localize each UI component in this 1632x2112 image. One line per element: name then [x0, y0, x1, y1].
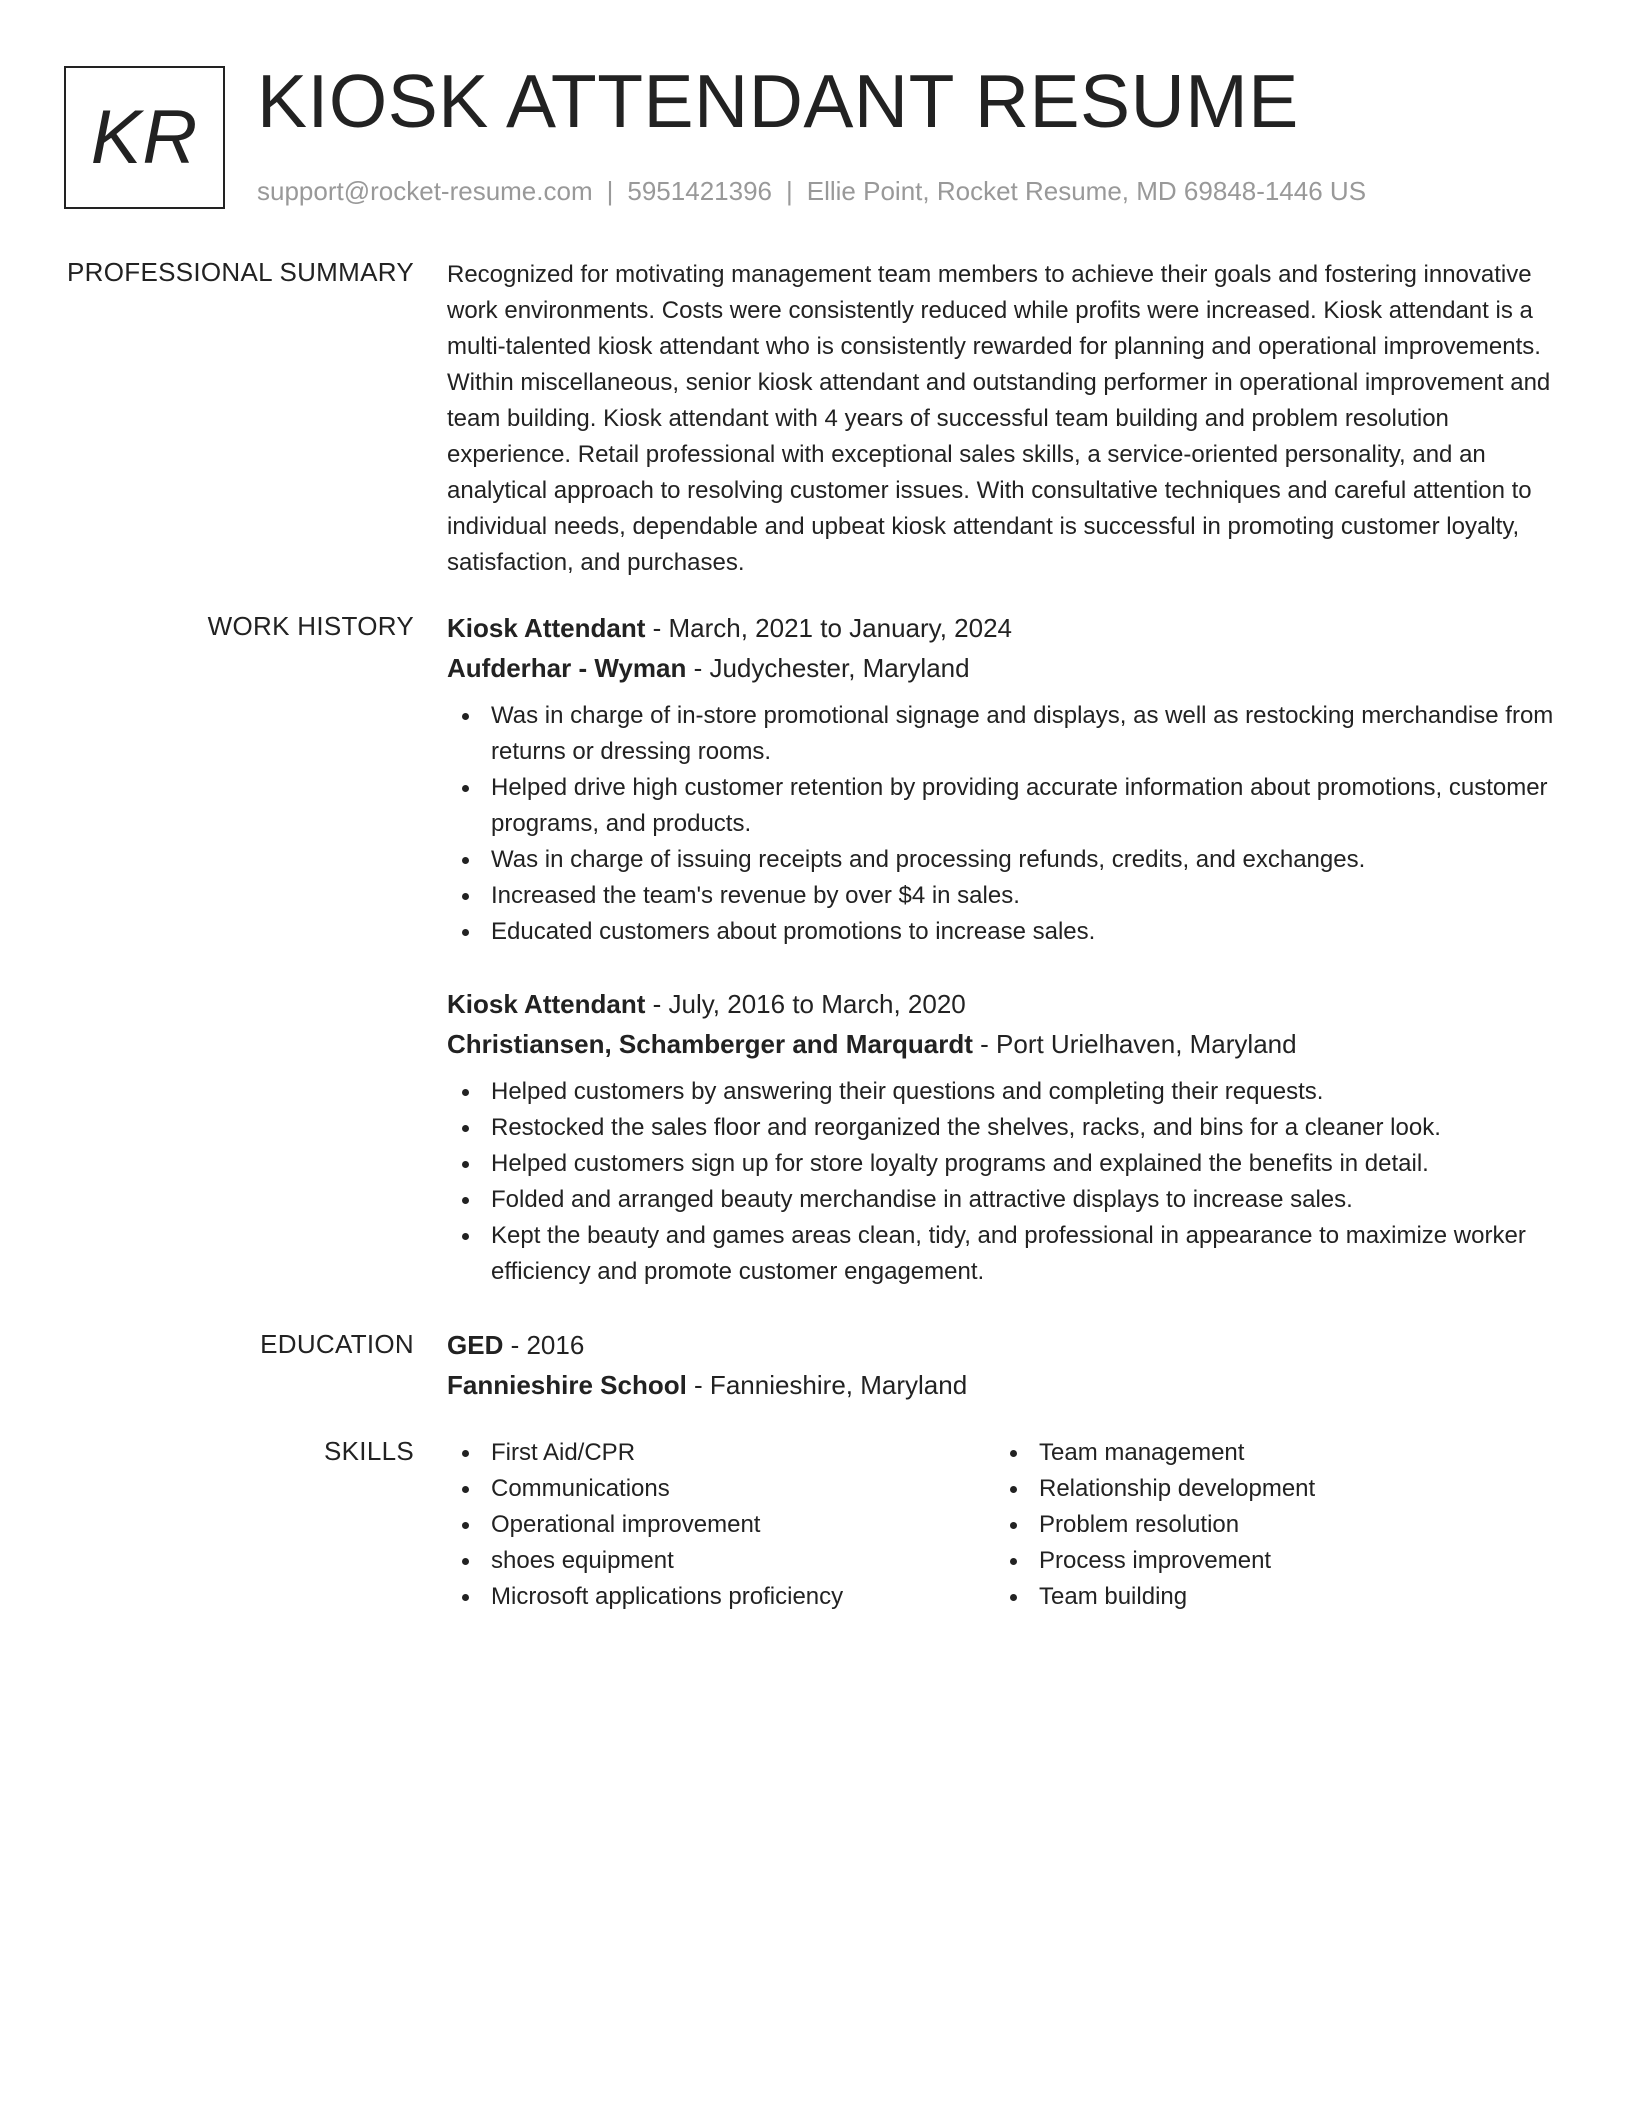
job-entry: [447, 608, 1562, 950]
job-company-line: [447, 1024, 1562, 1064]
skill-item: Team management: [995, 1435, 1543, 1471]
list-item: Helped customers by answering their questions and completing their requests.: [447, 1074, 1562, 1110]
monogram-box: [64, 66, 225, 209]
skill-item: Process improvement: [995, 1543, 1543, 1579]
list-item: Increased the team's revenue by over $4 in sales.: [447, 878, 1562, 914]
education-year: - 2016: [503, 1330, 585, 1360]
list-item: Educated customers about promotions to increase sales.: [447, 914, 1562, 950]
job-location: - Port Urielhaven, Maryland: [972, 1029, 1297, 1059]
skills-grid: [447, 1435, 1562, 1615]
job-dates: - July, 2016 to March, 2020: [645, 989, 966, 1019]
contact-separator: |: [606, 176, 614, 206]
education-school: Fannieshire School: [447, 1370, 687, 1400]
job-dates: - March, 2021 to January, 2024: [645, 613, 1013, 643]
skill-item: Communications: [447, 1471, 995, 1507]
page-title: KIOSK ATTENDANT RESUME: [257, 59, 1299, 143]
list-item: Restocked the sales floor and reorganized the shelves, racks, and bins for a cleaner look.: [447, 1110, 1562, 1146]
skill-item: shoes equipment: [447, 1543, 995, 1579]
work-history-heading: WORK HISTORY: [207, 611, 414, 641]
skills-heading: SKILLS: [324, 1436, 414, 1466]
skills-bullets-left: [447, 1435, 995, 1615]
education-degree-line: [447, 1325, 1562, 1365]
skills-column-left: [447, 1435, 995, 1615]
list-item: Kept the beauty and games areas clean, tidy, and professional in appearance to maximize worker efficiency and promote customer engagement.: [447, 1218, 1562, 1290]
skills-bullets-right: [995, 1435, 1543, 1615]
education-school-line: [447, 1365, 1562, 1405]
job-title: Kiosk Attendant: [447, 989, 646, 1019]
list-item: Folded and arranged beauty merchandise in attractive displays to increase sales.: [447, 1182, 1562, 1218]
contact-separator: |: [786, 176, 793, 206]
education-entry: [447, 1325, 1562, 1405]
job-entry: [447, 984, 1562, 1290]
job-title-line: [447, 608, 1562, 648]
skills-column-right: [995, 1435, 1543, 1615]
contact-phone: 5951421396: [627, 176, 772, 206]
skills-list: [447, 1435, 1562, 1615]
contact-line: [257, 176, 1366, 207]
summary-text: Recognized for motivating management team members to achieve their goals and fostering innovative work environments. Costs were consistently reduced while profits were increased. Kiosk attendant is a multi-talented kiosk attendant who is consistently rewarded for planning and operational improvements. Within miscellaneous, senior kiosk attendant and outstanding performer in operational improvement and team building. Kiosk attendant with 4 years of successful team building and problem resolution experience. Retail professional with exceptional sales skills, a service-oriented personality, and an analytical approach to resolving customer issues. With consultative techniques and careful attention to individual needs, dependable and upbeat kiosk attendant is successful in promoting customer loyalty, satisfaction, and purchases.: [447, 261, 1551, 576]
job-title-line: [447, 984, 1562, 1024]
skill-item: Relationship development: [995, 1471, 1543, 1507]
job-title: Kiosk Attendant: [447, 613, 646, 643]
job-company-line: [447, 648, 1562, 688]
skill-item: Microsoft applications proficiency: [447, 1579, 995, 1615]
skill-item: First Aid/CPR: [447, 1435, 995, 1471]
job-company: Aufderhar - Wyman: [447, 653, 687, 683]
list-item: Was in charge of in-store promotional signage and displays, as well as restocking merchandise from returns or dressing rooms.: [447, 698, 1562, 770]
education-heading: EDUCATION: [260, 1329, 414, 1359]
skill-item: Team building: [995, 1579, 1543, 1615]
job-location: - Judychester, Maryland: [686, 653, 970, 683]
job-company: Christiansen, Schamberger and Marquardt: [447, 1029, 973, 1059]
job-bullets: [447, 1074, 1562, 1290]
list-item: Helped drive high customer retention by providing accurate information about promotions, customer programs, and products.: [447, 770, 1562, 842]
skill-item: Problem resolution: [995, 1507, 1543, 1543]
education-degree: GED: [447, 1330, 504, 1360]
education-location: - Fannieshire, Maryland: [686, 1370, 968, 1400]
contact-address: Ellie Point, Rocket Resume, MD 69848-1446 US: [806, 176, 1367, 206]
skill-item: Operational improvement: [447, 1507, 995, 1543]
job-bullets: [447, 698, 1562, 950]
list-item: Was in charge of issuing receipts and processing refunds, credits, and exchanges.: [447, 842, 1562, 878]
contact-email: support@rocket-resume.com: [257, 176, 593, 206]
list-item: Helped customers sign up for store loyalty programs and explained the benefits in detail.: [447, 1146, 1562, 1182]
monogram-initials: KR: [90, 95, 199, 180]
summary-heading: PROFESSIONAL SUMMARY: [67, 257, 414, 287]
